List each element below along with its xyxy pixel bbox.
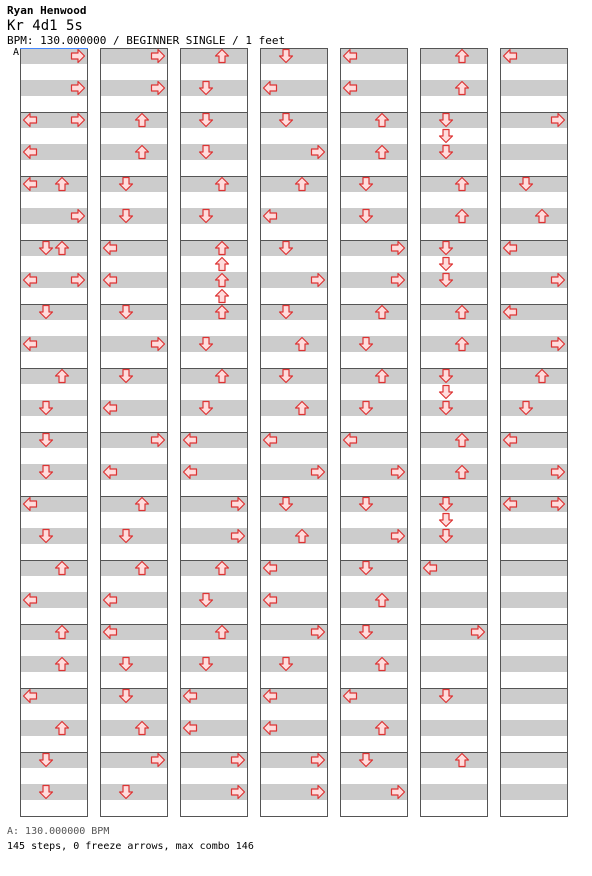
beat-band <box>340 496 408 512</box>
beat-band <box>20 560 88 576</box>
beat-band <box>100 656 168 672</box>
beat-band <box>260 400 328 416</box>
arrow-up <box>216 290 229 303</box>
bpm-legend: A: 130.000000 BPM <box>7 826 110 837</box>
beat-band <box>20 784 88 800</box>
beat-band <box>420 48 488 64</box>
beat-band <box>180 368 248 384</box>
beat-band <box>180 624 248 640</box>
beat-band <box>180 304 248 320</box>
beat-band <box>340 752 408 768</box>
beat-band <box>100 176 168 192</box>
beat-band <box>100 528 168 544</box>
beat-band <box>260 112 328 128</box>
beat-band <box>340 368 408 384</box>
beat-band <box>20 656 88 672</box>
arrow-down <box>440 258 453 271</box>
beat-band <box>500 208 568 224</box>
beat-band <box>180 400 248 416</box>
beat-band <box>420 336 488 352</box>
beat-band <box>500 400 568 416</box>
beat-band <box>420 272 488 288</box>
arrow-down <box>440 386 453 399</box>
beat-band <box>500 560 568 576</box>
beat-band <box>420 80 488 96</box>
song-title: Kr 4d1 5s <box>7 18 83 34</box>
beat-band <box>180 240 248 256</box>
beat-band <box>100 688 168 704</box>
beat-band <box>420 144 488 160</box>
beat-band <box>20 720 88 736</box>
beat-band <box>340 144 408 160</box>
beat-band <box>180 272 248 288</box>
beat-band <box>420 464 488 480</box>
beat-band <box>180 592 248 608</box>
beat-band <box>340 400 408 416</box>
beat-band <box>180 208 248 224</box>
arrow-up <box>216 258 229 271</box>
beat-band <box>340 208 408 224</box>
beat-band <box>340 720 408 736</box>
beat-band <box>20 368 88 384</box>
beat-band <box>260 304 328 320</box>
chart-info: BPM: 130.000000 / BEGINNER SINGLE / 1 feet <box>7 34 286 47</box>
beat-band <box>180 560 248 576</box>
beat-band <box>340 336 408 352</box>
beat-band <box>20 240 88 256</box>
beat-band <box>100 496 168 512</box>
beat-band <box>420 752 488 768</box>
beat-band <box>420 176 488 192</box>
beat-band <box>20 304 88 320</box>
beat-band <box>420 304 488 320</box>
beat-band <box>340 656 408 672</box>
beat-band <box>500 656 568 672</box>
beat-band <box>20 432 88 448</box>
beat-band <box>420 688 488 704</box>
beat-band <box>100 720 168 736</box>
arrow-down <box>440 514 453 527</box>
step-stats: 145 steps, 0 freeze arrows, max combo 146 <box>7 841 254 852</box>
beat-band <box>500 80 568 96</box>
beat-band <box>420 432 488 448</box>
beat-band <box>500 144 568 160</box>
beat-band <box>420 528 488 544</box>
beat-band <box>500 528 568 544</box>
beat-band <box>260 48 328 64</box>
beat-band <box>100 208 168 224</box>
beat-band <box>500 720 568 736</box>
beat-band <box>180 336 248 352</box>
beat-band <box>100 560 168 576</box>
beat-band <box>100 368 168 384</box>
beat-band <box>340 624 408 640</box>
beat-band <box>100 304 168 320</box>
beat-band <box>20 528 88 544</box>
beat-band <box>500 624 568 640</box>
beat-band <box>100 112 168 128</box>
beat-band <box>340 176 408 192</box>
beat-band <box>180 656 248 672</box>
beat-band <box>420 368 488 384</box>
bpm-marker-label: A <box>13 47 20 58</box>
beat-band <box>420 112 488 128</box>
beat-band <box>500 592 568 608</box>
beat-band <box>20 464 88 480</box>
beat-band <box>260 368 328 384</box>
beat-band <box>20 400 88 416</box>
beat-band <box>180 176 248 192</box>
beat-band <box>500 176 568 192</box>
beat-band <box>100 144 168 160</box>
beat-band <box>420 400 488 416</box>
beat-band <box>180 144 248 160</box>
beat-band <box>260 240 328 256</box>
beat-band <box>340 592 408 608</box>
beat-band <box>420 208 488 224</box>
beat-band <box>500 688 568 704</box>
beat-band <box>420 656 488 672</box>
beat-band <box>420 240 488 256</box>
beat-band <box>260 336 328 352</box>
beat-band <box>420 496 488 512</box>
beat-band <box>500 368 568 384</box>
beat-band <box>420 720 488 736</box>
beat-band <box>260 176 328 192</box>
beat-band <box>260 528 328 544</box>
beat-band <box>340 112 408 128</box>
beat-band <box>100 784 168 800</box>
beat-band <box>260 496 328 512</box>
beat-band <box>420 592 488 608</box>
beat-band <box>180 48 248 64</box>
artist-name: Ryan Henwood <box>7 4 87 17</box>
arrow-down <box>440 130 453 143</box>
beat-band <box>20 752 88 768</box>
beat-band <box>340 560 408 576</box>
beat-band <box>340 304 408 320</box>
beat-band <box>500 752 568 768</box>
beat-band <box>500 784 568 800</box>
beat-band <box>20 624 88 640</box>
beat-band <box>180 80 248 96</box>
beat-band <box>420 784 488 800</box>
beat-band <box>180 112 248 128</box>
beat-band <box>260 656 328 672</box>
